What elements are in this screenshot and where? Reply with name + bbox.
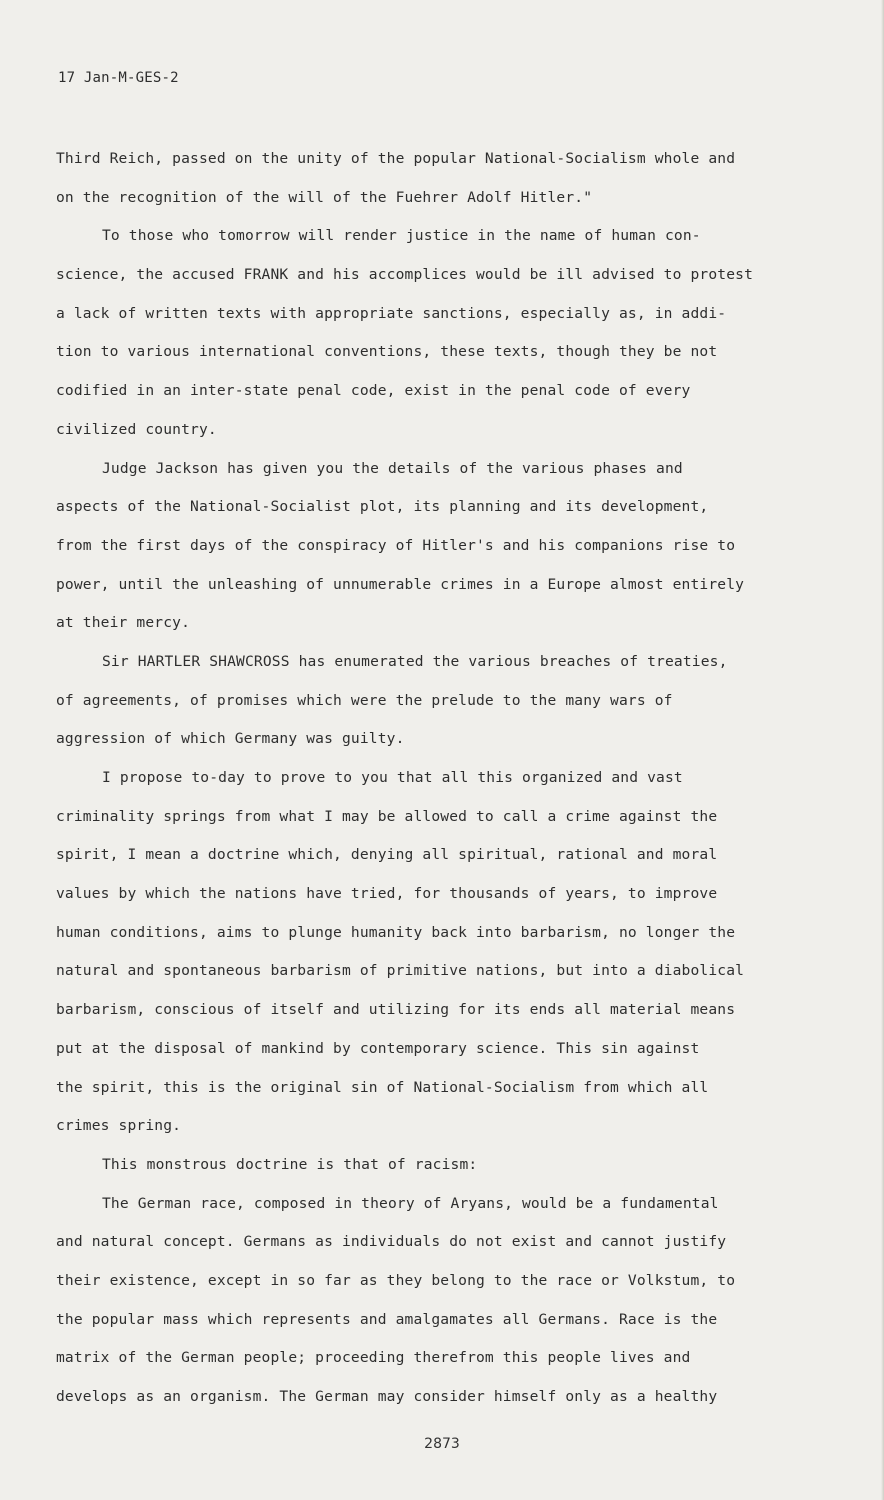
text-line: This monstrous doctrine is that of racism:	[102, 1155, 478, 1173]
text-line: The German race, composed in theory of Aryans, would be a fundamental	[102, 1194, 719, 1212]
text-line: a lack of written texts with appropriate sanctions, especially as, in addi-	[56, 304, 727, 322]
text-line: barbarism, conscious of itself and utilizing for its ends all material means	[56, 1001, 736, 1019]
text-line: I propose to-day to prove to you that all this organized and vast	[102, 769, 683, 786]
text-line: the spirit, this is the original sin of National-Socialism from which all	[56, 1078, 709, 1096]
text-line: science, the accused FRANK and his accomplices would be ill advised to protest	[56, 266, 754, 284]
text-line: values by which the nations have tried, for thousands of years, to improve	[56, 885, 718, 903]
text-line: power, until the unleashing of unnumerable crimes in a Europe almost entirely	[56, 575, 745, 593]
text-line: Sir HARTLER SHAWCROSS has enumerated the various breaches of treaties,	[102, 652, 728, 670]
text-line: To those who tomorrow will render justice in the name of human con-	[102, 227, 701, 245]
text-line: criminality springs from what I may be allowed to call a crime against the	[56, 807, 718, 825]
text-line: human conditions, aims to plunge humanity back into barbarism, no longer the	[56, 923, 736, 941]
body-text	[56, 146, 816, 1423]
document-reference: 17 Jan-M-GES-2	[58, 70, 179, 86]
text-line: civilized country.	[56, 420, 217, 438]
text-line: codified in an inter-state penal code, exist in the penal code of every	[56, 382, 691, 400]
text-line: spirit, I mean a doctrine which, denying all spiritual, rational and moral	[56, 846, 718, 864]
text-line: crimes spring.	[56, 1117, 182, 1135]
text-line: tion to various international conventions, these texts, though they be not	[56, 343, 718, 361]
text-line: put at the disposal of mankind by contemporary science. This sin against	[56, 1039, 700, 1057]
text-line: from the first days of the conspiracy of Hitler's and his companions rise to	[56, 536, 736, 554]
page-number: 2873	[424, 1436, 460, 1452]
text-line: natural and spontaneous barbarism of primitive nations, but into a diabolical	[56, 962, 745, 980]
text-line: matrix of the German people; proceeding therefrom this people lives and	[56, 1349, 691, 1367]
text-line: Judge Jackson has given you the details of the various phases and	[102, 459, 683, 477]
text-line: on the recognition of the will of the Fuehrer Adolf Hitler."	[56, 188, 593, 206]
text-line: their existence, except in so far as they belong to the race or Volkstum, to	[56, 1271, 736, 1289]
text-line: of agreements, of promises which were the prelude to the many wars of	[56, 691, 673, 709]
text-line: at their mercy.	[56, 614, 191, 632]
text-line: develops as an organism. The German may consider himself only as a healthy	[56, 1388, 718, 1405]
text-line: Third Reich, passed on the unity of the popular National-Socialism whole and	[56, 150, 736, 167]
text-line: the popular mass which represents and amalgamates all Germans. Race is the	[56, 1310, 718, 1328]
text-line: aggression of which Germany was guilty.	[56, 730, 405, 748]
text-line: aspects of the National-Socialist plot, its planning and its development,	[56, 498, 709, 516]
text-line: and natural concept. Germans as individuals do not exist and cannot justify	[56, 1233, 727, 1251]
